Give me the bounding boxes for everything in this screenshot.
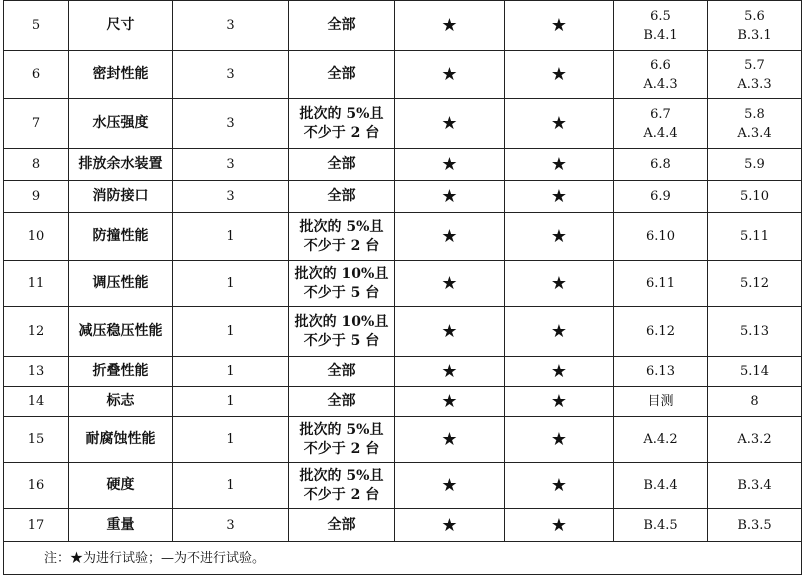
requirement-ref-cell-line: 5.9 (744, 157, 765, 172)
test-method-ref-cell-line: 6.5 (650, 8, 671, 24)
test-method-ref-cell (614, 509, 708, 542)
sampling-cell (289, 213, 395, 261)
test-mark-cell: ★ (395, 307, 505, 357)
test-method-ref-cell-line: A.4.3 (643, 76, 678, 92)
sampling-cell (289, 509, 395, 542)
test-mark-cell: ★ (505, 417, 614, 463)
table-row (4, 387, 802, 417)
test-method-ref-cell-line: 6.8 (650, 157, 671, 172)
sample-count-cell: 3 (173, 149, 289, 181)
requirement-ref-cell-line: 5.6 (744, 8, 765, 24)
requirement-ref-cell (708, 509, 802, 542)
requirement-ref-cell (708, 51, 802, 99)
sampling-cell-line: 不少于 2 台 (303, 440, 380, 457)
test-mark-cell: ★ (395, 417, 505, 463)
test-mark-cell: ★ (505, 357, 614, 387)
sampling-cell-line: 批次的 5%且 (299, 421, 384, 438)
requirement-ref-cell-line: 5.8 (744, 106, 765, 122)
requirement-ref-cell-line: 5.11 (740, 229, 769, 244)
sampling-cell (289, 99, 395, 149)
sampling-cell-line: 不少于 2 台 (303, 486, 380, 503)
test-method-ref-cell (614, 357, 708, 387)
test-mark-cell: ★ (395, 149, 505, 181)
sample-count-cell: 3 (173, 99, 289, 149)
requirement-ref-cell-line: A.3.2 (737, 432, 772, 447)
test-mark-cell: ★ (505, 181, 614, 213)
table-row (4, 509, 802, 542)
row-number-cell: 13 (4, 357, 69, 387)
sampling-cell (289, 387, 395, 417)
sampling-cell-line: 全部 (327, 156, 356, 172)
test-mark-cell: ★ (505, 463, 614, 509)
requirement-ref-cell-line: 5.12 (740, 276, 769, 291)
test-method-ref-cell-line: 6.12 (646, 324, 675, 339)
test-mark-cell: ★ (505, 387, 614, 417)
test-mark-cell: ★ (395, 387, 505, 417)
test-method-ref-cell-line: 6.9 (650, 189, 671, 204)
test-method-ref-cell-line: 6.13 (646, 364, 675, 379)
sample-count-cell: 3 (173, 509, 289, 542)
test-method-ref-cell-line: 6.6 (650, 57, 671, 73)
item-name-cell: 折叠性能 (69, 357, 173, 387)
item-name-cell: 消防接口 (69, 181, 173, 213)
requirement-ref-cell-line: 5.13 (740, 324, 769, 339)
row-number-cell: 14 (4, 387, 69, 417)
test-mark-cell: ★ (505, 1, 614, 51)
sampling-cell (289, 181, 395, 213)
row-number-cell: 15 (4, 417, 69, 463)
test-mark-cell: ★ (505, 99, 614, 149)
sampling-cell-line: 全部 (327, 188, 356, 204)
requirement-ref-cell (708, 357, 802, 387)
test-method-ref-cell (614, 417, 708, 463)
item-name-cell: 尺寸 (69, 1, 173, 51)
sampling-cell (289, 1, 395, 51)
sample-count-cell: 1 (173, 357, 289, 387)
sampling-cell-line: 批次的 10%且 (294, 265, 389, 282)
test-method-ref-cell (614, 1, 708, 51)
requirement-ref-cell-line: B.3.4 (737, 478, 772, 493)
test-mark-cell: ★ (395, 261, 505, 307)
test-mark-cell: ★ (505, 149, 614, 181)
requirement-ref-cell (708, 307, 802, 357)
test-mark-cell: ★ (505, 261, 614, 307)
row-number-cell: 11 (4, 261, 69, 307)
test-method-ref-cell (614, 181, 708, 213)
sample-count-cell: 1 (173, 417, 289, 463)
table-row (4, 1, 802, 51)
requirement-ref-cell (708, 261, 802, 307)
sampling-cell (289, 51, 395, 99)
row-number-cell: 17 (4, 509, 69, 542)
item-name-cell: 减压稳压性能 (69, 307, 173, 357)
requirement-ref-cell-line: 5.7 (744, 57, 765, 73)
requirement-ref-cell (708, 213, 802, 261)
item-name-cell: 标志 (69, 387, 173, 417)
test-method-ref-cell-line: 目测 (647, 394, 674, 409)
test-method-ref-cell-line: B.4.1 (643, 27, 678, 43)
test-method-ref-cell (614, 261, 708, 307)
test-method-ref-cell (614, 99, 708, 149)
sampling-cell (289, 417, 395, 463)
item-name-cell: 重量 (69, 509, 173, 542)
row-number-cell: 7 (4, 99, 69, 149)
test-method-ref-cell-line: 6.11 (646, 276, 675, 291)
test-mark-cell: ★ (395, 213, 505, 261)
table-note: 注：★为进行试验；—为不进行试验。 (4, 542, 802, 575)
sampling-cell-line: 批次的 5%且 (299, 218, 384, 235)
requirement-ref-cell-line: 5.14 (740, 364, 769, 379)
sampling-cell-line: 全部 (327, 516, 356, 533)
test-mark-cell: ★ (395, 51, 505, 99)
item-name-cell: 硬度 (69, 463, 173, 509)
sampling-cell-line: 批次的 10%且 (294, 313, 389, 330)
table-row (4, 213, 802, 261)
test-method-ref-cell (614, 387, 708, 417)
item-name-cell: 防撞性能 (69, 213, 173, 261)
requirement-ref-cell (708, 417, 802, 463)
table-row (4, 149, 802, 181)
sampling-cell-line: 全部 (327, 17, 356, 33)
sampling-cell (289, 463, 395, 509)
test-method-ref-cell-line: 6.7 (650, 106, 671, 122)
test-method-ref-cell (614, 213, 708, 261)
table-row (4, 51, 802, 99)
sampling-cell-line: 全部 (327, 393, 356, 409)
row-number-cell: 16 (4, 463, 69, 509)
table-row (4, 99, 802, 149)
sample-count-cell: 3 (173, 1, 289, 51)
test-mark-cell: ★ (395, 463, 505, 509)
requirement-ref-cell (708, 463, 802, 509)
item-name-cell: 密封性能 (69, 51, 173, 99)
requirement-ref-cell-line: B.3.5 (737, 517, 772, 533)
test-mark-cell: ★ (505, 213, 614, 261)
requirement-ref-cell-line: 8 (750, 394, 759, 409)
requirement-ref-cell (708, 149, 802, 181)
inspection-table (3, 0, 802, 575)
test-mark-cell: ★ (505, 51, 614, 99)
sampling-cell-line: 全部 (327, 363, 356, 379)
item-name-cell: 耐腐蚀性能 (69, 417, 173, 463)
sampling-cell (289, 261, 395, 307)
sampling-cell (289, 357, 395, 387)
sampling-cell-line: 批次的 5%且 (299, 105, 384, 122)
sample-count-cell: 1 (173, 463, 289, 509)
test-method-ref-cell (614, 463, 708, 509)
requirement-ref-cell-line: B.3.1 (737, 27, 772, 43)
item-name-cell: 调压性能 (69, 261, 173, 307)
item-name-cell: 排放余水装置 (69, 149, 173, 181)
sampling-cell (289, 149, 395, 181)
sample-count-cell: 1 (173, 213, 289, 261)
requirement-ref-cell (708, 1, 802, 51)
sample-count-cell: 1 (173, 307, 289, 357)
requirement-ref-cell (708, 181, 802, 213)
sample-count-cell: 1 (173, 261, 289, 307)
sampling-cell-line: 不少于 5 台 (303, 332, 380, 349)
sampling-cell-line: 不少于 2 台 (303, 237, 380, 254)
requirement-ref-cell-line: 5.10 (740, 189, 769, 204)
table-row (4, 181, 802, 213)
test-mark-cell: ★ (395, 1, 505, 51)
test-method-ref-cell-line: B.4.4 (643, 478, 678, 493)
test-mark-cell: ★ (395, 509, 505, 542)
item-name-cell: 水压强度 (69, 99, 173, 149)
requirement-ref-cell (708, 387, 802, 417)
table-row (4, 357, 802, 387)
requirement-ref-cell-line: A.3.4 (737, 125, 772, 141)
row-number-cell: 12 (4, 307, 69, 357)
test-mark-cell: ★ (395, 357, 505, 387)
test-method-ref-cell (614, 149, 708, 181)
note-row (4, 542, 802, 575)
test-method-ref-cell-line: B.4.5 (643, 517, 678, 533)
table-row (4, 307, 802, 357)
requirement-ref-cell (708, 99, 802, 149)
test-method-ref-cell-line: 6.10 (646, 229, 675, 244)
table-row (4, 463, 802, 509)
sample-count-cell: 1 (173, 387, 289, 417)
requirement-ref-cell-line: A.3.3 (737, 76, 772, 92)
test-method-ref-cell (614, 51, 708, 99)
test-mark-cell: ★ (395, 99, 505, 149)
test-mark-cell: ★ (505, 509, 614, 542)
test-method-ref-cell-line: A.4.2 (643, 432, 678, 447)
sampling-cell-line: 全部 (327, 66, 356, 82)
test-mark-cell: ★ (505, 307, 614, 357)
test-mark-cell: ★ (395, 181, 505, 213)
sample-count-cell: 3 (173, 181, 289, 213)
row-number-cell: 6 (4, 51, 69, 99)
row-number-cell: 10 (4, 213, 69, 261)
test-method-ref-cell (614, 307, 708, 357)
test-method-ref-cell-line: A.4.4 (643, 125, 678, 141)
sampling-cell-line: 不少于 5 台 (303, 284, 380, 301)
table-body (4, 1, 802, 542)
sampling-cell-line: 批次的 5%且 (299, 467, 384, 484)
sample-count-cell: 3 (173, 51, 289, 99)
table-row (4, 417, 802, 463)
row-number-cell: 8 (4, 149, 69, 181)
table-row (4, 261, 802, 307)
sampling-cell (289, 307, 395, 357)
row-number-cell: 5 (4, 1, 69, 51)
row-number-cell: 9 (4, 181, 69, 213)
sampling-cell-line: 不少于 2 台 (303, 124, 380, 141)
